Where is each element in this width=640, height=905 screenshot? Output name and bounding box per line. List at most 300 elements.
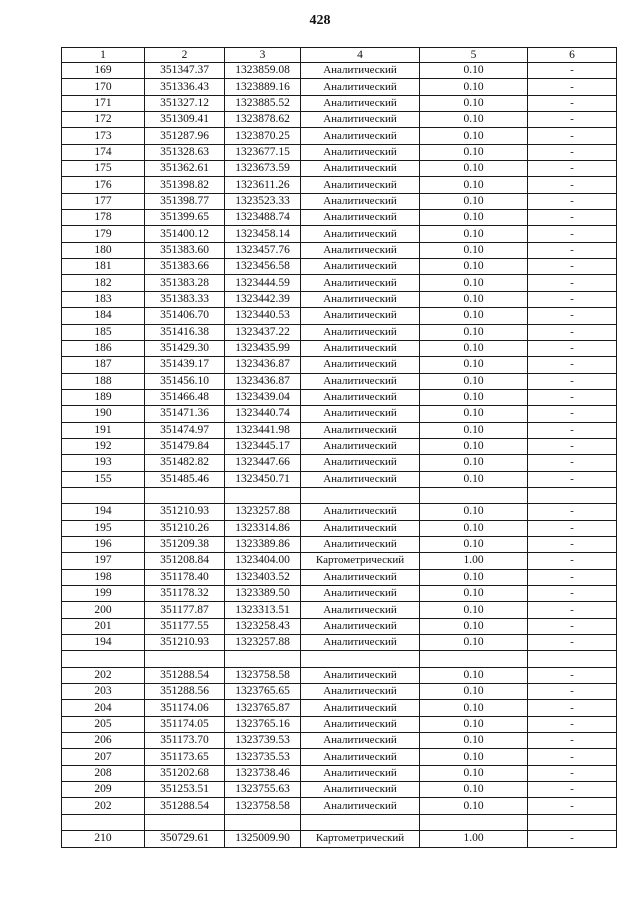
- description-cell: -: [528, 389, 617, 405]
- point-number-cell: 183: [62, 291, 145, 307]
- accuracy-cell: 0.10: [420, 716, 528, 732]
- point-number-cell: 206: [62, 733, 145, 749]
- method-cell: Аналитический: [301, 700, 420, 716]
- description-cell: -: [528, 357, 617, 373]
- y-coordinate-cell: 1323456.58: [225, 259, 301, 275]
- accuracy-cell: 0.10: [420, 389, 528, 405]
- point-number-cell: 179: [62, 226, 145, 242]
- table-row: [62, 161, 617, 177]
- table-row: [62, 177, 617, 193]
- method-cell: Аналитический: [301, 422, 420, 438]
- table-row: [62, 242, 617, 258]
- point-number-cell: 208: [62, 765, 145, 781]
- point-number-cell: 200: [62, 602, 145, 618]
- x-coordinate-cell: 351173.65: [145, 749, 225, 765]
- description-cell: -: [528, 586, 617, 602]
- description-cell: -: [528, 733, 617, 749]
- table-row: [62, 765, 617, 781]
- accuracy-cell: 0.10: [420, 373, 528, 389]
- table-row: [62, 618, 617, 634]
- y-coordinate-cell: 1323445.17: [225, 438, 301, 454]
- x-coordinate-cell: 351336.43: [145, 79, 225, 95]
- accuracy-cell: 0.10: [420, 112, 528, 128]
- point-number-cell: 170: [62, 79, 145, 95]
- description-cell: -: [528, 667, 617, 683]
- method-cell: Аналитический: [301, 406, 420, 422]
- point-number-cell: 182: [62, 275, 145, 291]
- y-coordinate-cell: 1323755.63: [225, 782, 301, 798]
- table-row: [62, 422, 617, 438]
- y-coordinate-cell: 1323447.66: [225, 455, 301, 471]
- description-cell: -: [528, 765, 617, 781]
- x-coordinate-cell: 351416.38: [145, 324, 225, 340]
- description-cell: -: [528, 79, 617, 95]
- method-cell: Аналитический: [301, 193, 420, 209]
- description-cell: -: [528, 144, 617, 160]
- method-cell: Аналитический: [301, 373, 420, 389]
- x-coordinate-cell: 351202.68: [145, 765, 225, 781]
- x-coordinate-cell: 351466.48: [145, 389, 225, 405]
- x-coordinate-cell: 351383.33: [145, 291, 225, 307]
- y-coordinate-cell: 1323758.58: [225, 798, 301, 814]
- point-number-cell: 180: [62, 242, 145, 258]
- y-coordinate-cell: 1323758.58: [225, 667, 301, 683]
- x-coordinate-cell: 351210.93: [145, 635, 225, 651]
- table-row: [62, 684, 617, 700]
- x-coordinate-cell: 351362.61: [145, 161, 225, 177]
- table-row: [62, 536, 617, 552]
- method-cell: Аналитический: [301, 438, 420, 454]
- y-coordinate-cell: 1323389.86: [225, 536, 301, 552]
- x-coordinate-cell: 351383.60: [145, 242, 225, 258]
- accuracy-cell: 0.10: [420, 635, 528, 651]
- point-number-cell: 174: [62, 144, 145, 160]
- y-coordinate-cell: 1323435.99: [225, 340, 301, 356]
- accuracy-cell: 0.10: [420, 618, 528, 634]
- method-cell: Аналитический: [301, 95, 420, 111]
- accuracy-cell: 0.10: [420, 602, 528, 618]
- method-cell: Аналитический: [301, 504, 420, 520]
- point-number-cell: 195: [62, 520, 145, 536]
- point-number-cell: 197: [62, 553, 145, 569]
- table-row: [62, 733, 617, 749]
- y-coordinate-cell: 1323765.16: [225, 716, 301, 732]
- accuracy-cell: 0.10: [420, 455, 528, 471]
- y-coordinate-cell: [225, 651, 301, 667]
- description-cell: -: [528, 373, 617, 389]
- method-cell: Аналитический: [301, 667, 420, 683]
- description-cell: -: [528, 520, 617, 536]
- table-row: [62, 79, 617, 95]
- column-header: 3: [225, 48, 301, 63]
- x-coordinate-cell: 351327.12: [145, 95, 225, 111]
- accuracy-cell: 0.10: [420, 259, 528, 275]
- description-cell: -: [528, 324, 617, 340]
- table-row: [62, 586, 617, 602]
- y-coordinate-cell: 1323436.87: [225, 357, 301, 373]
- x-coordinate-cell: 351178.32: [145, 586, 225, 602]
- point-number-cell: 205: [62, 716, 145, 732]
- point-number-cell: [62, 487, 145, 503]
- accuracy-cell: [420, 814, 528, 830]
- column-header: 6: [528, 48, 617, 63]
- y-coordinate-cell: 1323859.08: [225, 63, 301, 79]
- accuracy-cell: 0.10: [420, 63, 528, 79]
- description-cell: -: [528, 193, 617, 209]
- method-cell: Картометрический: [301, 831, 420, 847]
- method-cell: Аналитический: [301, 63, 420, 79]
- accuracy-cell: 0.10: [420, 275, 528, 291]
- method-cell: Аналитический: [301, 749, 420, 765]
- y-coordinate-cell: 1323488.74: [225, 210, 301, 226]
- table-row: [62, 602, 617, 618]
- accuracy-cell: 0.10: [420, 308, 528, 324]
- accuracy-cell: 0.10: [420, 324, 528, 340]
- y-coordinate-cell: 1323257.88: [225, 504, 301, 520]
- x-coordinate-cell: 351439.17: [145, 357, 225, 373]
- y-coordinate-cell: 1323314.86: [225, 520, 301, 536]
- y-coordinate-cell: 1325009.90: [225, 831, 301, 847]
- description-cell: -: [528, 700, 617, 716]
- accuracy-cell: 0.10: [420, 79, 528, 95]
- y-coordinate-cell: 1323523.33: [225, 193, 301, 209]
- table-row: [62, 749, 617, 765]
- description-cell: -: [528, 504, 617, 520]
- x-coordinate-cell: 351287.96: [145, 128, 225, 144]
- table-row: [62, 553, 617, 569]
- description-cell: [528, 487, 617, 503]
- accuracy-cell: 0.10: [420, 471, 528, 487]
- x-coordinate-cell: 351288.56: [145, 684, 225, 700]
- y-coordinate-cell: 1323389.50: [225, 586, 301, 602]
- x-coordinate-cell: 351210.26: [145, 520, 225, 536]
- description-cell: -: [528, 291, 617, 307]
- y-coordinate-cell: 1323444.59: [225, 275, 301, 291]
- y-coordinate-cell: 1323441.98: [225, 422, 301, 438]
- accuracy-cell: 0.10: [420, 128, 528, 144]
- accuracy-cell: 0.10: [420, 684, 528, 700]
- y-coordinate-cell: 1323403.52: [225, 569, 301, 585]
- accuracy-cell: 0.10: [420, 422, 528, 438]
- method-cell: Аналитический: [301, 716, 420, 732]
- x-coordinate-cell: 351485.46: [145, 471, 225, 487]
- x-coordinate-cell: 351210.93: [145, 504, 225, 520]
- point-number-cell: 210: [62, 831, 145, 847]
- y-coordinate-cell: 1323870.25: [225, 128, 301, 144]
- description-cell: -: [528, 128, 617, 144]
- table-row: [62, 291, 617, 307]
- accuracy-cell: 0.10: [420, 504, 528, 520]
- accuracy-cell: 0.10: [420, 406, 528, 422]
- x-coordinate-cell: 351400.12: [145, 226, 225, 242]
- x-coordinate-cell: 351309.41: [145, 112, 225, 128]
- y-coordinate-cell: 1323765.65: [225, 684, 301, 700]
- point-number-cell: 191: [62, 422, 145, 438]
- table-row: [62, 520, 617, 536]
- method-cell: Аналитический: [301, 455, 420, 471]
- description-cell: -: [528, 635, 617, 651]
- table-row: [62, 259, 617, 275]
- y-coordinate-cell: 1323458.14: [225, 226, 301, 242]
- description-cell: -: [528, 161, 617, 177]
- point-number-cell: 185: [62, 324, 145, 340]
- x-coordinate-cell: 351174.05: [145, 716, 225, 732]
- column-header: 4: [301, 48, 420, 63]
- description-cell: -: [528, 259, 617, 275]
- method-cell: Аналитический: [301, 324, 420, 340]
- point-number-cell: 187: [62, 357, 145, 373]
- method-cell: Аналитический: [301, 210, 420, 226]
- point-number-cell: 173: [62, 128, 145, 144]
- method-cell: Аналитический: [301, 79, 420, 95]
- x-coordinate-cell: 351328.63: [145, 144, 225, 160]
- point-number-cell: 155: [62, 471, 145, 487]
- accuracy-cell: 0.10: [420, 749, 528, 765]
- point-number-cell: 176: [62, 177, 145, 193]
- method-cell: Аналитический: [301, 128, 420, 144]
- point-number-cell: 192: [62, 438, 145, 454]
- description-cell: -: [528, 438, 617, 454]
- method-cell: Аналитический: [301, 275, 420, 291]
- x-coordinate-cell: 351173.70: [145, 733, 225, 749]
- accuracy-cell: 0.10: [420, 357, 528, 373]
- description-cell: -: [528, 340, 617, 356]
- point-number-cell: 204: [62, 700, 145, 716]
- y-coordinate-cell: 1323436.87: [225, 373, 301, 389]
- accuracy-cell: 0.10: [420, 438, 528, 454]
- method-cell: Аналитический: [301, 357, 420, 373]
- table-row: [62, 144, 617, 160]
- table-row: [62, 471, 617, 487]
- x-coordinate-cell: 351383.66: [145, 259, 225, 275]
- y-coordinate-cell: 1323611.26: [225, 177, 301, 193]
- accuracy-cell: 0.10: [420, 144, 528, 160]
- x-coordinate-cell: 351347.37: [145, 63, 225, 79]
- table-row: [62, 798, 617, 814]
- description-cell: -: [528, 455, 617, 471]
- method-cell: Аналитический: [301, 308, 420, 324]
- description-cell: -: [528, 471, 617, 487]
- y-coordinate-cell: 1323404.00: [225, 553, 301, 569]
- point-number-cell: 178: [62, 210, 145, 226]
- table-row: [62, 63, 617, 79]
- accuracy-cell: 0.10: [420, 193, 528, 209]
- x-coordinate-cell: 351174.06: [145, 700, 225, 716]
- accuracy-cell: 0.10: [420, 177, 528, 193]
- method-cell: Аналитический: [301, 569, 420, 585]
- table-row: [62, 308, 617, 324]
- method-cell: Аналитический: [301, 684, 420, 700]
- y-coordinate-cell: 1323889.16: [225, 79, 301, 95]
- description-cell: -: [528, 684, 617, 700]
- y-coordinate-cell: 1323735.53: [225, 749, 301, 765]
- description-cell: -: [528, 308, 617, 324]
- table-separator-row: [62, 487, 617, 503]
- description-cell: [528, 814, 617, 830]
- table-row: [62, 782, 617, 798]
- accuracy-cell: 0.10: [420, 586, 528, 602]
- y-coordinate-cell: 1323457.76: [225, 242, 301, 258]
- accuracy-cell: [420, 651, 528, 667]
- accuracy-cell: 0.10: [420, 700, 528, 716]
- point-number-cell: 181: [62, 259, 145, 275]
- description-cell: -: [528, 569, 617, 585]
- x-coordinate-cell: 351398.77: [145, 193, 225, 209]
- x-coordinate-cell: 351209.38: [145, 536, 225, 552]
- y-coordinate-cell: 1323440.53: [225, 308, 301, 324]
- point-number-cell: 184: [62, 308, 145, 324]
- x-coordinate-cell: 351253.51: [145, 782, 225, 798]
- x-coordinate-cell: 351178.40: [145, 569, 225, 585]
- accuracy-cell: 0.10: [420, 210, 528, 226]
- column-header: 1: [62, 48, 145, 63]
- accuracy-cell: 1.00: [420, 831, 528, 847]
- table-row: [62, 128, 617, 144]
- point-number-cell: 207: [62, 749, 145, 765]
- point-number-cell: 190: [62, 406, 145, 422]
- method-cell: [301, 814, 420, 830]
- table-separator-row: [62, 814, 617, 830]
- table-row: [62, 193, 617, 209]
- point-number-cell: 201: [62, 618, 145, 634]
- accuracy-cell: 0.10: [420, 733, 528, 749]
- point-number-cell: 202: [62, 667, 145, 683]
- method-cell: Аналитический: [301, 635, 420, 651]
- y-coordinate-cell: 1323313.51: [225, 602, 301, 618]
- x-coordinate-cell: 351429.30: [145, 340, 225, 356]
- accuracy-cell: 0.10: [420, 95, 528, 111]
- description-cell: -: [528, 112, 617, 128]
- y-coordinate-cell: [225, 487, 301, 503]
- point-number-cell: 202: [62, 798, 145, 814]
- y-coordinate-cell: 1323258.43: [225, 618, 301, 634]
- accuracy-cell: 0.10: [420, 161, 528, 177]
- point-number-cell: [62, 651, 145, 667]
- point-number-cell: 177: [62, 193, 145, 209]
- table-row: [62, 95, 617, 111]
- accuracy-cell: 0.10: [420, 798, 528, 814]
- table-row: [62, 389, 617, 405]
- method-cell: Аналитический: [301, 520, 420, 536]
- y-coordinate-cell: 1323738.46: [225, 765, 301, 781]
- x-coordinate-cell: [145, 814, 225, 830]
- method-cell: Аналитический: [301, 602, 420, 618]
- x-coordinate-cell: 351399.65: [145, 210, 225, 226]
- description-cell: -: [528, 226, 617, 242]
- description-cell: -: [528, 716, 617, 732]
- accuracy-cell: 0.10: [420, 242, 528, 258]
- page-number: 428: [309, 13, 331, 28]
- description-cell: -: [528, 782, 617, 798]
- x-coordinate-cell: 350729.61: [145, 831, 225, 847]
- table-row: [62, 700, 617, 716]
- table-row: [62, 210, 617, 226]
- description-cell: -: [528, 275, 617, 291]
- y-coordinate-cell: 1323677.15: [225, 144, 301, 160]
- description-cell: -: [528, 177, 617, 193]
- method-cell: [301, 651, 420, 667]
- accuracy-cell: 0.10: [420, 520, 528, 536]
- table-body: [62, 48, 617, 848]
- y-coordinate-cell: 1323878.62: [225, 112, 301, 128]
- y-coordinate-cell: 1323765.87: [225, 700, 301, 716]
- x-coordinate-cell: 351474.97: [145, 422, 225, 438]
- y-coordinate-cell: [225, 814, 301, 830]
- method-cell: Аналитический: [301, 242, 420, 258]
- y-coordinate-cell: 1323673.59: [225, 161, 301, 177]
- table-row: [62, 406, 617, 422]
- table-row: [62, 831, 617, 847]
- y-coordinate-cell: 1323442.39: [225, 291, 301, 307]
- method-cell: Аналитический: [301, 618, 420, 634]
- method-cell: Аналитический: [301, 259, 420, 275]
- accuracy-cell: 0.10: [420, 782, 528, 798]
- y-coordinate-cell: 1323739.53: [225, 733, 301, 749]
- point-number-cell: 198: [62, 569, 145, 585]
- point-number-cell: 172: [62, 112, 145, 128]
- table-separator-row: [62, 651, 617, 667]
- x-coordinate-cell: 351398.82: [145, 177, 225, 193]
- table-row: [62, 716, 617, 732]
- description-cell: -: [528, 63, 617, 79]
- description-cell: -: [528, 553, 617, 569]
- table-row: [62, 667, 617, 683]
- point-number-cell: 209: [62, 782, 145, 798]
- method-cell: Аналитический: [301, 471, 420, 487]
- accuracy-cell: 0.10: [420, 569, 528, 585]
- method-cell: Аналитический: [301, 112, 420, 128]
- column-header: 2: [145, 48, 225, 63]
- x-coordinate-cell: 351208.84: [145, 553, 225, 569]
- table-row: [62, 226, 617, 242]
- method-cell: Аналитический: [301, 226, 420, 242]
- description-cell: -: [528, 536, 617, 552]
- point-number-cell: [62, 814, 145, 830]
- description-cell: -: [528, 210, 617, 226]
- table-row: [62, 357, 617, 373]
- x-coordinate-cell: 351456.10: [145, 373, 225, 389]
- accuracy-cell: 0.10: [420, 291, 528, 307]
- point-number-cell: 203: [62, 684, 145, 700]
- table-row: [62, 340, 617, 356]
- x-coordinate-cell: 351471.36: [145, 406, 225, 422]
- point-number-cell: 194: [62, 504, 145, 520]
- description-cell: -: [528, 749, 617, 765]
- x-coordinate-cell: 351177.55: [145, 618, 225, 634]
- point-number-cell: 194: [62, 635, 145, 651]
- coordinates-table: [61, 47, 617, 848]
- x-coordinate-cell: 351406.70: [145, 308, 225, 324]
- description-cell: -: [528, 242, 617, 258]
- accuracy-cell: 0.10: [420, 667, 528, 683]
- y-coordinate-cell: 1323885.52: [225, 95, 301, 111]
- table-row: [62, 112, 617, 128]
- y-coordinate-cell: 1323440.74: [225, 406, 301, 422]
- method-cell: Аналитический: [301, 144, 420, 160]
- x-coordinate-cell: 351383.28: [145, 275, 225, 291]
- accuracy-cell: 0.10: [420, 226, 528, 242]
- method-cell: Аналитический: [301, 798, 420, 814]
- x-coordinate-cell: [145, 651, 225, 667]
- description-cell: -: [528, 602, 617, 618]
- method-cell: Картометрический: [301, 553, 420, 569]
- method-cell: Аналитический: [301, 291, 420, 307]
- method-cell: Аналитический: [301, 536, 420, 552]
- table-row: [62, 455, 617, 471]
- x-coordinate-cell: 351288.54: [145, 667, 225, 683]
- point-number-cell: 171: [62, 95, 145, 111]
- description-cell: -: [528, 95, 617, 111]
